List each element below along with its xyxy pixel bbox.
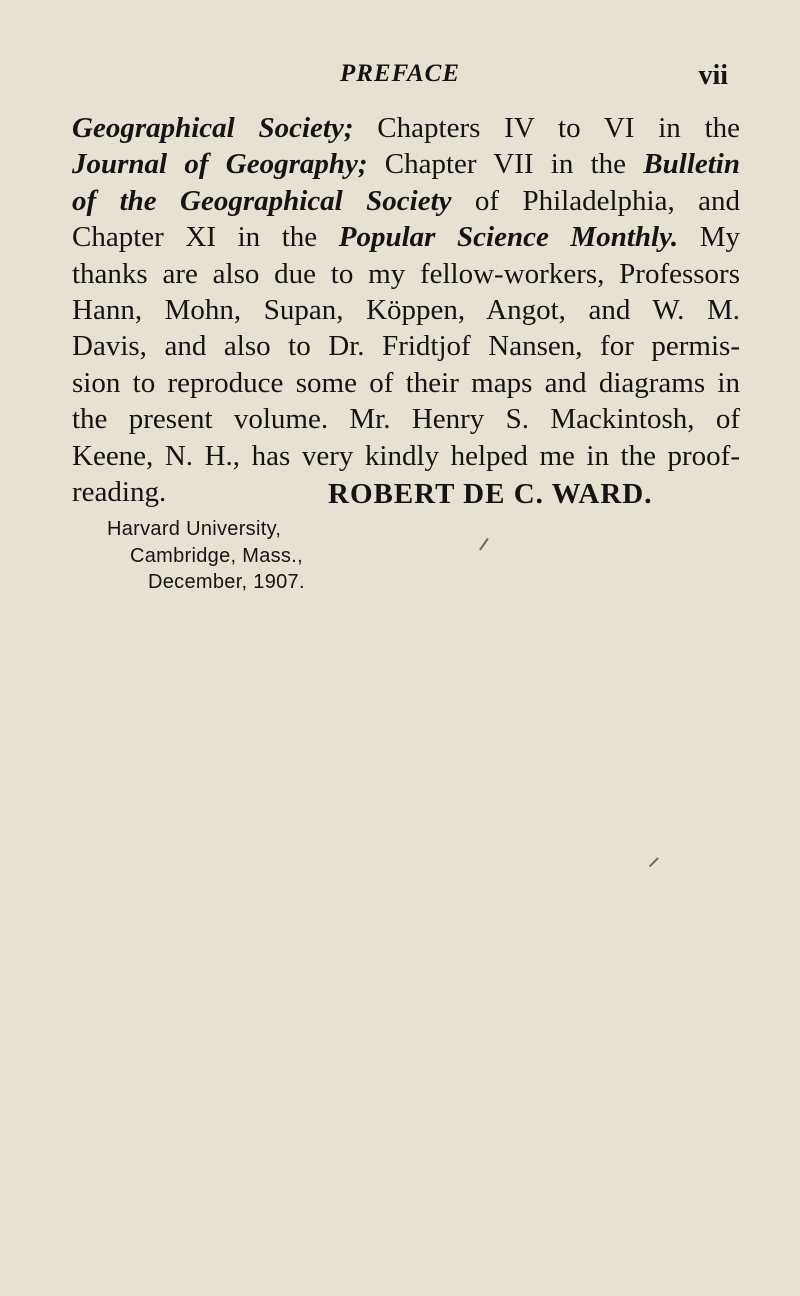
preface-paragraph	[72, 110, 740, 510]
body-text-run: the present volume. Mr. Henry S. Mackintosh, of	[72, 403, 740, 436]
text-line	[72, 438, 740, 474]
text-line	[72, 292, 740, 328]
italic-title-text: Geographical Society;	[72, 112, 354, 144]
stray-pencil-mark	[479, 538, 488, 550]
body-text-run: Chapters IV to VI in the	[353, 112, 740, 144]
body-text-run: sion to reproduce some of their maps and diagrams in	[72, 366, 740, 399]
text-line	[72, 219, 740, 255]
body-text-run: Keene, N. H., has very kindly helped me in the proof-	[72, 439, 740, 472]
running-head	[72, 60, 728, 96]
italic-title-text: Popular Science Monthly.	[338, 221, 679, 254]
stray-pencil-mark	[649, 857, 659, 867]
body-text-run: of Philadelphia, and	[451, 184, 740, 217]
body-text-run: Chapter VII in the	[367, 148, 644, 181]
italic-title-text: Journal of Geography;	[72, 148, 368, 181]
dateline-date: December, 1907.	[148, 571, 305, 593]
body-text-run: reading.	[72, 476, 167, 509]
body-text-run: My	[678, 221, 740, 254]
body-text-run: Hann, Mohn, Supan, Köppen, Angot, and W. M.	[72, 294, 740, 327]
italic-title-text: of the Geographical Society	[72, 184, 452, 217]
text-line	[72, 110, 740, 146]
text-line	[72, 183, 740, 219]
running-title: PREFACE	[339, 60, 461, 87]
body-text-run: Chapter XI in the	[72, 221, 339, 254]
dateline-place: Harvard University,	[107, 518, 282, 540]
author-signature: ROBERT DE C. WARD.	[328, 478, 653, 510]
text-line	[72, 256, 740, 292]
page-number: vii	[698, 60, 728, 91]
italic-title-text: Bulletin	[643, 148, 740, 181]
text-line	[72, 365, 740, 401]
text-line	[72, 328, 740, 364]
body-text-run: thanks are also due to my fellow-workers, Professors	[72, 257, 740, 290]
text-line	[72, 146, 740, 182]
text-line	[72, 401, 740, 437]
dateline-city: Cambridge, Mass.,	[130, 545, 303, 567]
body-text-run: Davis, and also to Dr. Fridtjof Nansen, for permis-	[72, 330, 740, 363]
